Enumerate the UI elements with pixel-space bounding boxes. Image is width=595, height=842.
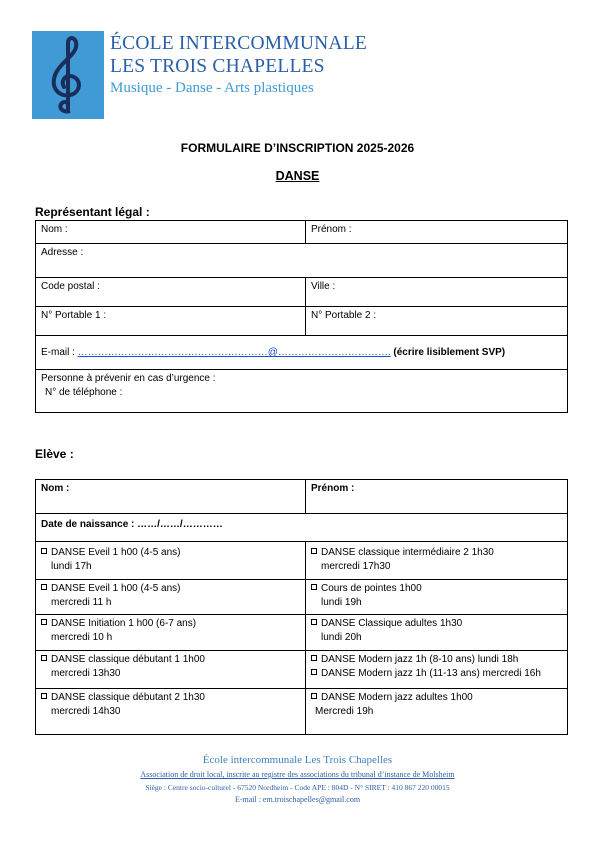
course-label: DANSE classique débutant 1 1h00 (51, 654, 205, 665)
checkbox-icon[interactable] (311, 655, 317, 661)
urgence-phone-label: N° de téléphone : (45, 387, 123, 398)
prenom-field[interactable] (306, 221, 568, 244)
course-option[interactable] (306, 542, 568, 580)
eleve-table (35, 479, 568, 735)
school-title (110, 32, 367, 78)
course-schedule: lundi 19h (321, 597, 362, 608)
course-schedule: lundi 20h (321, 632, 362, 643)
checkbox-icon[interactable] (311, 669, 317, 675)
logo (32, 31, 104, 119)
course-label: DANSE Modern jazz 1h (11-13 ans) mercredi 16h (321, 668, 541, 679)
course-schedule: lundi 17h (51, 561, 92, 572)
ville-label: Ville : (311, 281, 336, 292)
email-note: (écrire lisiblement SVP) (393, 347, 506, 358)
course-label: DANSE Classique adultes 1h30 (321, 618, 463, 629)
representant-table (35, 220, 568, 413)
course-label: DANSE Initiation 1 h00 (6-7 ans) (51, 618, 197, 629)
course-label: DANSE classique intermédiaire 2 1h30 (321, 547, 494, 558)
date-naissance-label: Date de naissance : ……/……/………… (41, 519, 223, 530)
checkbox-icon[interactable] (311, 548, 317, 554)
urgence-field[interactable] (36, 370, 568, 413)
course-option[interactable] (36, 580, 306, 615)
course-schedule: mercredi 14h30 (51, 706, 121, 717)
treble-clef-icon (32, 31, 104, 119)
course-option[interactable] (306, 615, 568, 651)
email-field[interactable] (36, 336, 568, 370)
adresse-field[interactable] (36, 244, 568, 278)
eleve-nom-label: Nom : (41, 483, 70, 494)
code-postal-label: Code postal : (41, 281, 100, 292)
email-dots: …………………………………………………@……………………………. (77, 347, 391, 358)
course-schedule: mercredi 17h30 (321, 561, 391, 572)
prenom-label: Prénom : (311, 224, 352, 235)
footer-association: Association de droit local, inscrite au registre des associations du tribunal d’instance de Molsheim (140, 770, 455, 779)
checkbox-icon[interactable] (41, 693, 47, 699)
course-schedule: Mercredi 19h (315, 706, 374, 717)
course-option[interactable] (36, 615, 306, 651)
email-label: E-mail : (41, 347, 75, 358)
checkbox-icon[interactable] (311, 584, 317, 590)
checkbox-icon[interactable] (41, 584, 47, 590)
course-label: Cours de pointes 1h00 (321, 583, 422, 594)
checkbox-icon[interactable] (41, 619, 47, 625)
portable2-field[interactable] (306, 307, 568, 336)
course-label: DANSE Modern jazz adultes 1h00 (321, 692, 473, 703)
eleve-prenom-field[interactable] (306, 480, 568, 514)
representant-section-title: Représentant légal : (35, 205, 150, 219)
portable1-field[interactable] (36, 307, 306, 336)
course-option[interactable] (306, 689, 568, 735)
school-subtitle: Musique - Danse - Arts plastiques (110, 80, 314, 96)
checkbox-icon[interactable] (41, 548, 47, 554)
form-title: FORMULAIRE D’INSCRIPTION 2025-2026 (180, 141, 415, 155)
portable1-label: N° Portable 1 : (41, 310, 107, 321)
course-schedule: mercredi 13h30 (51, 668, 121, 679)
footer-school-name: École intercommunale Les Trois Chapelles (202, 754, 393, 766)
adresse-label: Adresse : (41, 247, 84, 258)
course-option[interactable] (36, 542, 306, 580)
urgence-label: Personne à prévenir en cas d’urgence : (41, 373, 216, 384)
course-option[interactable] (306, 580, 568, 615)
ville-field[interactable] (306, 278, 568, 307)
nom-label: Nom : (41, 224, 68, 235)
course-label: DANSE Eveil 1 h00 (4-5 ans) (51, 547, 181, 558)
form-subtitle: DANSE (275, 169, 320, 183)
portable2-label: N° Portable 2 : (311, 310, 377, 321)
school-title-line1: ÉCOLE INTERCOMMUNALE (110, 33, 367, 54)
course-label: DANSE Modern jazz 1h (8-10 ans) lundi 18h (321, 654, 519, 665)
checkbox-icon[interactable] (311, 619, 317, 625)
eleve-prenom-label: Prénom : (311, 483, 355, 494)
course-schedule: mercredi 10 h (51, 632, 113, 643)
footer-siege: Siège : Centre socio-culturel - 67520 Nordheim - Code APE : 804D - N° SIRET : 410 867 220 00015 (145, 783, 450, 792)
school-title-line2: LES TROIS CHAPELLES (110, 56, 325, 77)
course-schedule: mercredi 11 h (51, 597, 112, 608)
code-postal-field[interactable] (36, 278, 306, 307)
course-option[interactable] (36, 689, 306, 735)
date-naissance-field[interactable] (36, 514, 568, 542)
nom-field[interactable] (36, 221, 306, 244)
checkbox-icon[interactable] (311, 693, 317, 699)
eleve-nom-field[interactable] (36, 480, 306, 514)
course-label: DANSE classique débutant 2 1h30 (51, 692, 205, 703)
course-option[interactable] (306, 651, 568, 689)
checkbox-icon[interactable] (41, 655, 47, 661)
course-label: DANSE Eveil 1 h00 (4-5 ans) (51, 583, 181, 594)
eleve-section-title: Elève : (35, 447, 74, 461)
footer-email[interactable]: E-mail : em.troischapelles@gmail.com (234, 795, 361, 804)
course-option[interactable] (36, 651, 306, 689)
